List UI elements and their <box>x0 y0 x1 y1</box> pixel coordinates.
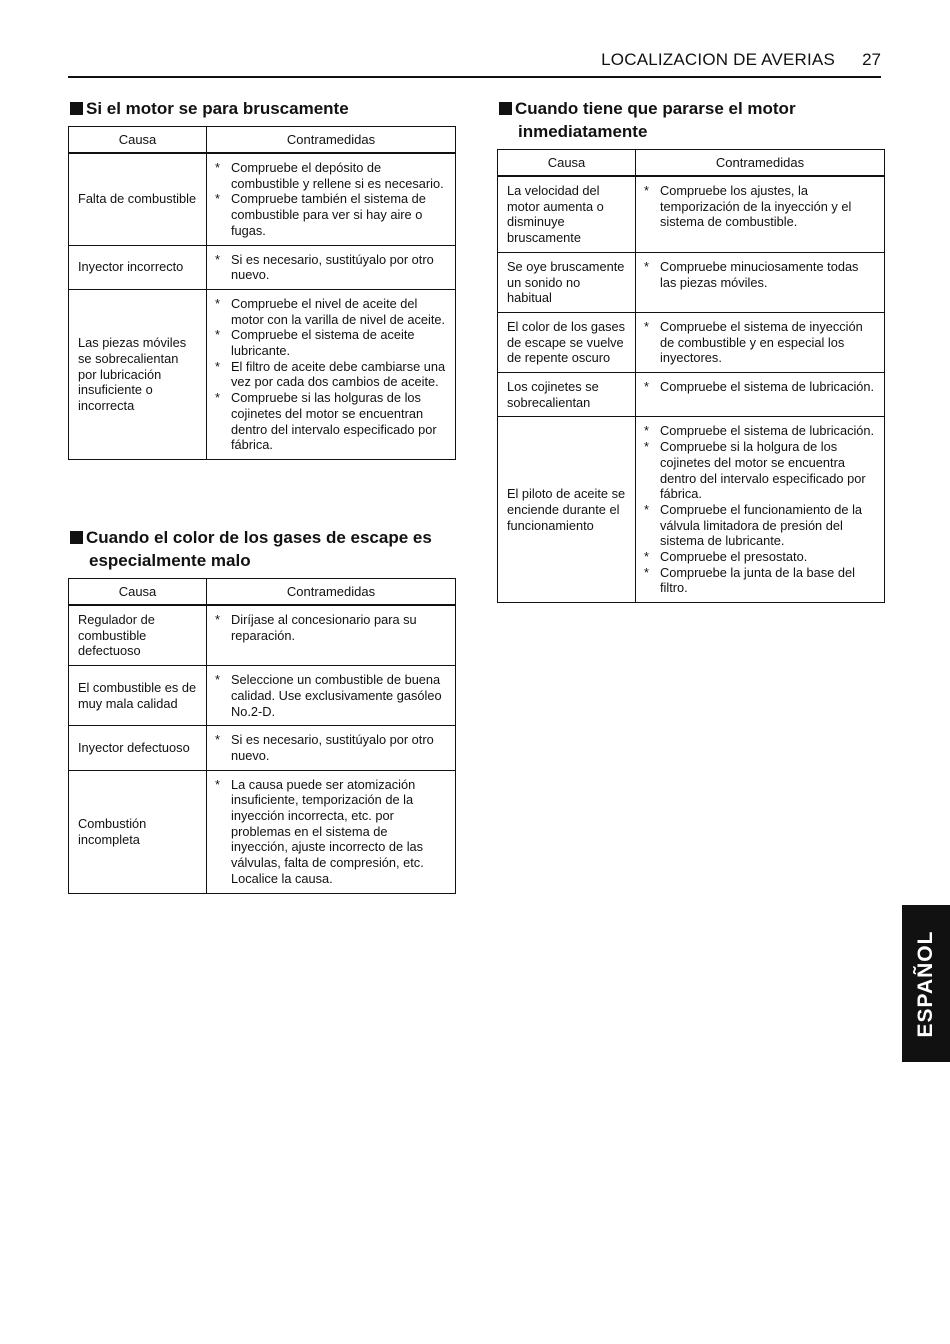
col-header-cause: Causa <box>69 127 207 154</box>
asterisk-icon: * <box>215 672 220 688</box>
measures-cell <box>207 666 456 726</box>
measure-item <box>644 502 876 549</box>
asterisk-icon: * <box>644 379 649 395</box>
section-title-stop-immediately: Cuando tiene que pararse el motor inmediatamente <box>499 97 796 143</box>
measure-text: Compruebe el nivel de aceite del motor con la varilla de nivel de aceite. <box>231 295 446 327</box>
measure-item <box>644 439 876 502</box>
col-header-measures: Contramedidas <box>207 579 456 606</box>
measure-item <box>215 191 447 238</box>
measures-cell <box>207 289 456 459</box>
measure-text: Compruebe el funcionamiento de la válvula limitadora de presión del sistema de lubricante. <box>660 501 863 549</box>
cause-cell: Los cojinetes se sobrecalientan <box>498 373 636 417</box>
table-row <box>498 417 885 603</box>
language-tab-label: ESPAÑOL <box>914 930 937 1037</box>
language-tab <box>902 905 950 1062</box>
square-bullet-icon <box>70 102 83 115</box>
measure-text: La causa puede ser atomización insuficiente, temporización de la inyección incorrecta, etc. por problemas en el sistema de inyección, ajuste incorrecto de las válvulas, falta de compresión, etc. Localice la causa. <box>231 776 424 886</box>
measure-text: Compruebe el sistema de aceite lubricante. <box>231 327 415 359</box>
measure-item <box>644 319 876 366</box>
measure-item <box>644 565 876 596</box>
measures-cell <box>636 252 885 312</box>
measure-text: Compruebe el presostato. <box>660 549 808 565</box>
measure-text: Compruebe la junta de la base del filtro. <box>660 564 855 596</box>
table-stop-immediately <box>497 149 885 603</box>
measure-item <box>644 549 876 565</box>
measures-cell <box>207 153 456 245</box>
asterisk-icon: * <box>215 612 220 627</box>
measure-text: Compruebe también el sistema de combustible para ver si hay aire o fugas. <box>231 191 426 238</box>
asterisk-icon: * <box>215 295 220 311</box>
measure-item <box>644 423 876 439</box>
measure-item <box>215 732 447 763</box>
header-title: LOCALIZACION DE AVERIAS <box>601 50 835 69</box>
measure-item <box>644 259 876 290</box>
table-row <box>69 605 456 666</box>
measure-text: Si es necesario, sustitúyalo por otro nuevo. <box>231 251 434 283</box>
cause-cell: El combustible es de muy mala calidad <box>69 666 207 726</box>
table-row <box>69 153 456 245</box>
cause-cell: Inyector defectuoso <box>69 726 207 770</box>
measures-cell <box>207 726 456 770</box>
asterisk-icon: * <box>644 423 649 439</box>
measure-text: Compruebe el sistema de lubricación. <box>660 379 875 395</box>
asterisk-icon: * <box>215 390 220 406</box>
measures-cell <box>207 245 456 289</box>
asterisk-icon: * <box>644 564 649 580</box>
table-exhaust-color <box>68 578 456 894</box>
square-bullet-icon <box>499 102 512 115</box>
measure-text: Diríjase al concesionario para su reparación. <box>231 612 417 643</box>
measure-item <box>644 379 876 395</box>
asterisk-icon: * <box>644 318 649 334</box>
table-row <box>498 373 885 417</box>
measure-text: El filtro de aceite debe cambiarse una vez por cada dos cambios de aceite. <box>231 358 446 390</box>
measures-cell <box>636 417 885 603</box>
measure-item <box>215 612 447 643</box>
table-row <box>498 312 885 372</box>
measures-cell <box>636 312 885 372</box>
asterisk-icon: * <box>644 258 649 274</box>
measure-item <box>215 296 447 327</box>
measure-item <box>215 777 447 887</box>
table-row <box>69 726 456 770</box>
col-header-cause: Causa <box>498 150 636 177</box>
table-row <box>69 245 456 289</box>
measure-item <box>215 327 447 358</box>
table-row <box>498 176 885 252</box>
page-header <box>68 46 881 78</box>
table-motor-stops <box>68 126 456 460</box>
measure-text: Compruebe el sistema de lubricación. <box>660 423 875 439</box>
measure-text: Compruebe el sistema de inyección de combustible y en especial los inyectores. <box>660 318 863 366</box>
asterisk-icon: * <box>644 439 649 455</box>
table-row <box>69 770 456 893</box>
asterisk-icon: * <box>644 501 649 517</box>
measure-item <box>215 672 447 719</box>
measure-item <box>644 183 876 230</box>
asterisk-icon: * <box>215 327 220 343</box>
table-row <box>498 252 885 312</box>
section-title-exhaust-color: Cuando el color de los gases de escape es especialmente malo <box>70 526 432 572</box>
cause-cell: Regulador de combustible defectuoso <box>69 605 207 666</box>
cause-cell: Se oye bruscamente un sonido no habitual <box>498 252 636 312</box>
asterisk-icon: * <box>644 549 649 565</box>
cause-cell: Las piezas móviles se sobrecalientan por lubricación insuficiente o incorrecta <box>69 289 207 459</box>
cause-cell: La velocidad del motor aumenta o disminuye bruscamente <box>498 176 636 252</box>
measure-text: Compruebe si las holguras de los cojinetes del motor se encuentran dentro del intervalo especificado por fábrica. <box>231 390 437 453</box>
measure-item <box>215 160 447 191</box>
cause-cell: Inyector incorrecto <box>69 245 207 289</box>
cause-cell: El piloto de aceite se enciende durante el funcionamiento <box>498 417 636 603</box>
measures-cell <box>207 605 456 666</box>
square-bullet-icon <box>70 531 83 544</box>
col-header-measures: Contramedidas <box>207 127 456 154</box>
measure-text: Compruebe los ajustes, la temporización de la inyección y el sistema de combustible. <box>660 183 852 230</box>
measure-text: Compruebe minuciosamente todas las piezas móviles. <box>660 258 859 290</box>
asterisk-icon: * <box>215 732 220 748</box>
asterisk-icon: * <box>215 160 220 175</box>
cause-cell: El color de los gases de escape se vuelve de repente oscuro <box>498 312 636 372</box>
measures-cell <box>636 176 885 252</box>
measure-text: Compruebe si la holgura de los cojinetes del motor se encuentra dentro del intervalo especificado por fábrica. <box>660 439 866 502</box>
table-row <box>69 289 456 459</box>
measure-text: Seleccione un combustible de buena calidad. Use exclusivamente gasóleo No.2-D. <box>231 672 442 719</box>
measure-item <box>215 390 447 453</box>
asterisk-icon: * <box>215 251 220 267</box>
asterisk-icon: * <box>215 776 220 792</box>
measure-text: Compruebe el depósito de combustible y rellene si es necesario. <box>231 160 444 191</box>
cause-cell: Falta de combustible <box>69 153 207 245</box>
section-title-motor-stops: Si el motor se para bruscamente <box>70 97 349 120</box>
page-number: 27 <box>862 50 881 69</box>
asterisk-icon: * <box>215 191 220 207</box>
measures-cell <box>207 770 456 893</box>
cause-cell: Combustión incompleta <box>69 770 207 893</box>
col-header-cause: Causa <box>69 579 207 606</box>
measure-text: Si es necesario, sustitúyalo por otro nuevo. <box>231 732 434 763</box>
asterisk-icon: * <box>644 183 649 198</box>
measure-item <box>215 252 447 283</box>
col-header-measures: Contramedidas <box>636 150 885 177</box>
asterisk-icon: * <box>215 358 220 374</box>
measures-cell <box>636 373 885 417</box>
table-row <box>69 666 456 726</box>
measure-item <box>215 359 447 390</box>
